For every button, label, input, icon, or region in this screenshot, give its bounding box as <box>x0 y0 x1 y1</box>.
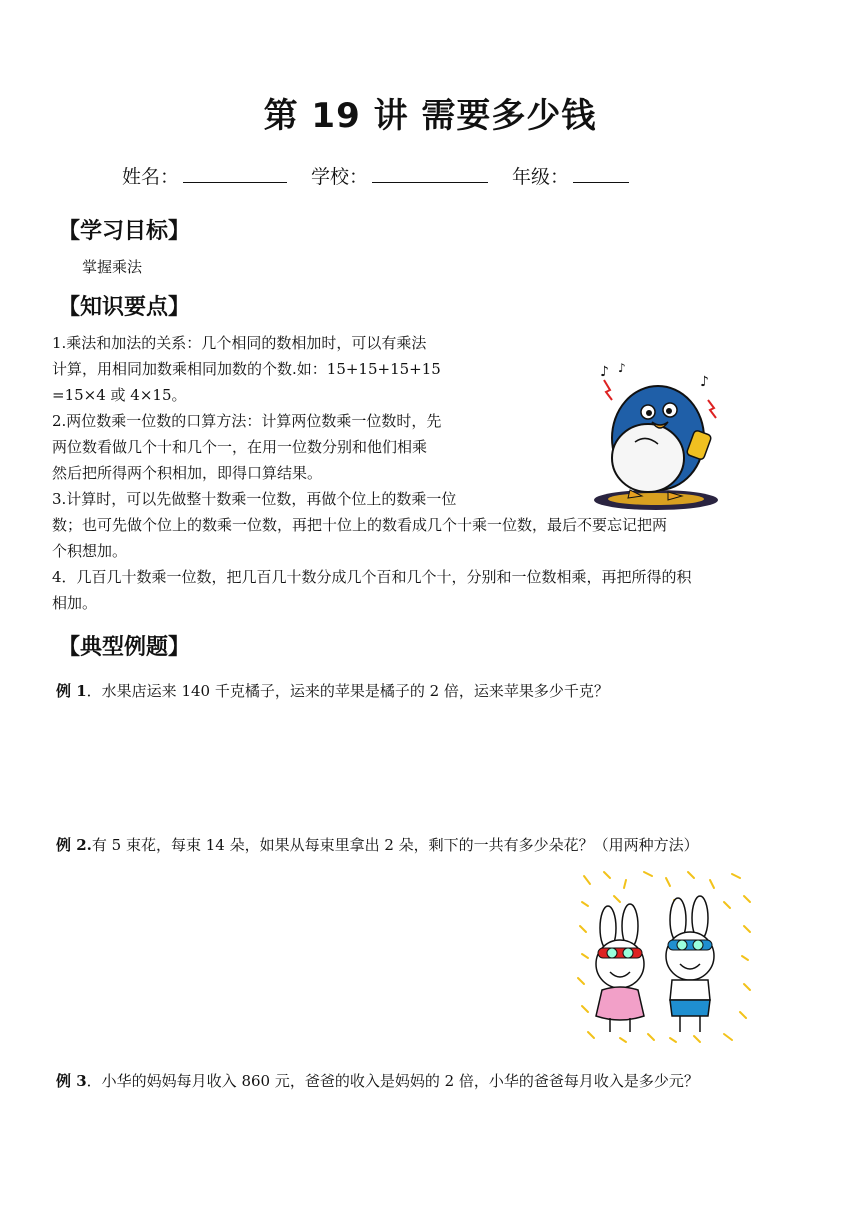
svg-text:♪: ♪ <box>700 374 709 390</box>
svg-text:♪: ♪ <box>618 362 626 375</box>
example-3-label: 例 3 <box>56 1072 87 1090</box>
name-label: 姓名： <box>122 166 180 188</box>
swimming-rabbits-illustration <box>574 866 754 1046</box>
knowledge-line: =15×4 或 4×15。 <box>52 386 187 404</box>
grade-label: 年级： <box>512 166 570 188</box>
school-label: 学校： <box>311 166 369 188</box>
student-info-row <box>122 162 629 189</box>
section-goal-heading: 【学习目标】 <box>58 219 191 244</box>
knowledge-line: 两位数看做几个十和几个一，在用一位数分别和他们相乘 <box>52 438 428 456</box>
knowledge-line: 4．几百几十数乘一位数，把几百几十数分成几个百和几个十，分别和一位数相乘，再把所得的积 <box>52 568 692 586</box>
knowledge-line: 计算，用相同加数乘相同加数的个数.如：15+15+15+15 <box>52 360 441 378</box>
knowledge-line: 1.乘法和加法的关系：几个相同的数相加时，可以有乘法 <box>52 334 427 352</box>
section-examples-heading: 【典型例题】 <box>58 635 191 660</box>
page-title: 第 19 讲 需要多少钱 <box>263 96 597 136</box>
svg-text:♪: ♪ <box>600 364 609 380</box>
example-3-text: ．小华的妈妈每月收入 860 元，爸爸的收入是妈妈的 2 倍，小华的爸爸每月收入是多少元？ <box>86 1072 699 1090</box>
example-2-label: 例 2. <box>56 836 92 854</box>
knowledge-line: 然后把所得两个积相加，即得口算结果。 <box>52 464 323 482</box>
example-3 <box>56 1070 699 1091</box>
penguin-illustration <box>590 362 726 512</box>
section-knowledge-heading: 【知识要点】 <box>58 295 191 320</box>
knowledge-line: 2.两位数乘一位数的口算方法：计算两位数乘一位数时，先 <box>52 412 442 430</box>
example-1-label: 例 1 <box>56 682 87 700</box>
example-2-text: 有 5 束花，每束 14 朵，如果从每束里拿出 2 朵，剩下的一共有多少朵花？（用两种方法） <box>91 836 699 854</box>
example-1 <box>56 680 609 701</box>
grade-blank[interactable] <box>573 164 629 183</box>
knowledge-line: 数；也可先做个位上的数乘一位数，再把十位上的数看成几个十乘一位数，最后不要忘记把两 <box>52 516 668 534</box>
knowledge-line: 个积想加。 <box>52 542 128 560</box>
example-2 <box>56 834 699 855</box>
name-blank[interactable] <box>183 164 287 183</box>
knowledge-line: 3.计算时，可以先做整十数乘一位数，再做个位上的数乘一位 <box>52 490 457 508</box>
example-1-text: ．水果店运来 140 千克橘子，运来的苹果是橘子的 2 倍，运来苹果多少千克？ <box>86 682 609 700</box>
goal-text: 掌握乘法 <box>82 258 143 276</box>
school-blank[interactable] <box>372 164 488 183</box>
knowledge-line: 相加。 <box>52 594 98 612</box>
